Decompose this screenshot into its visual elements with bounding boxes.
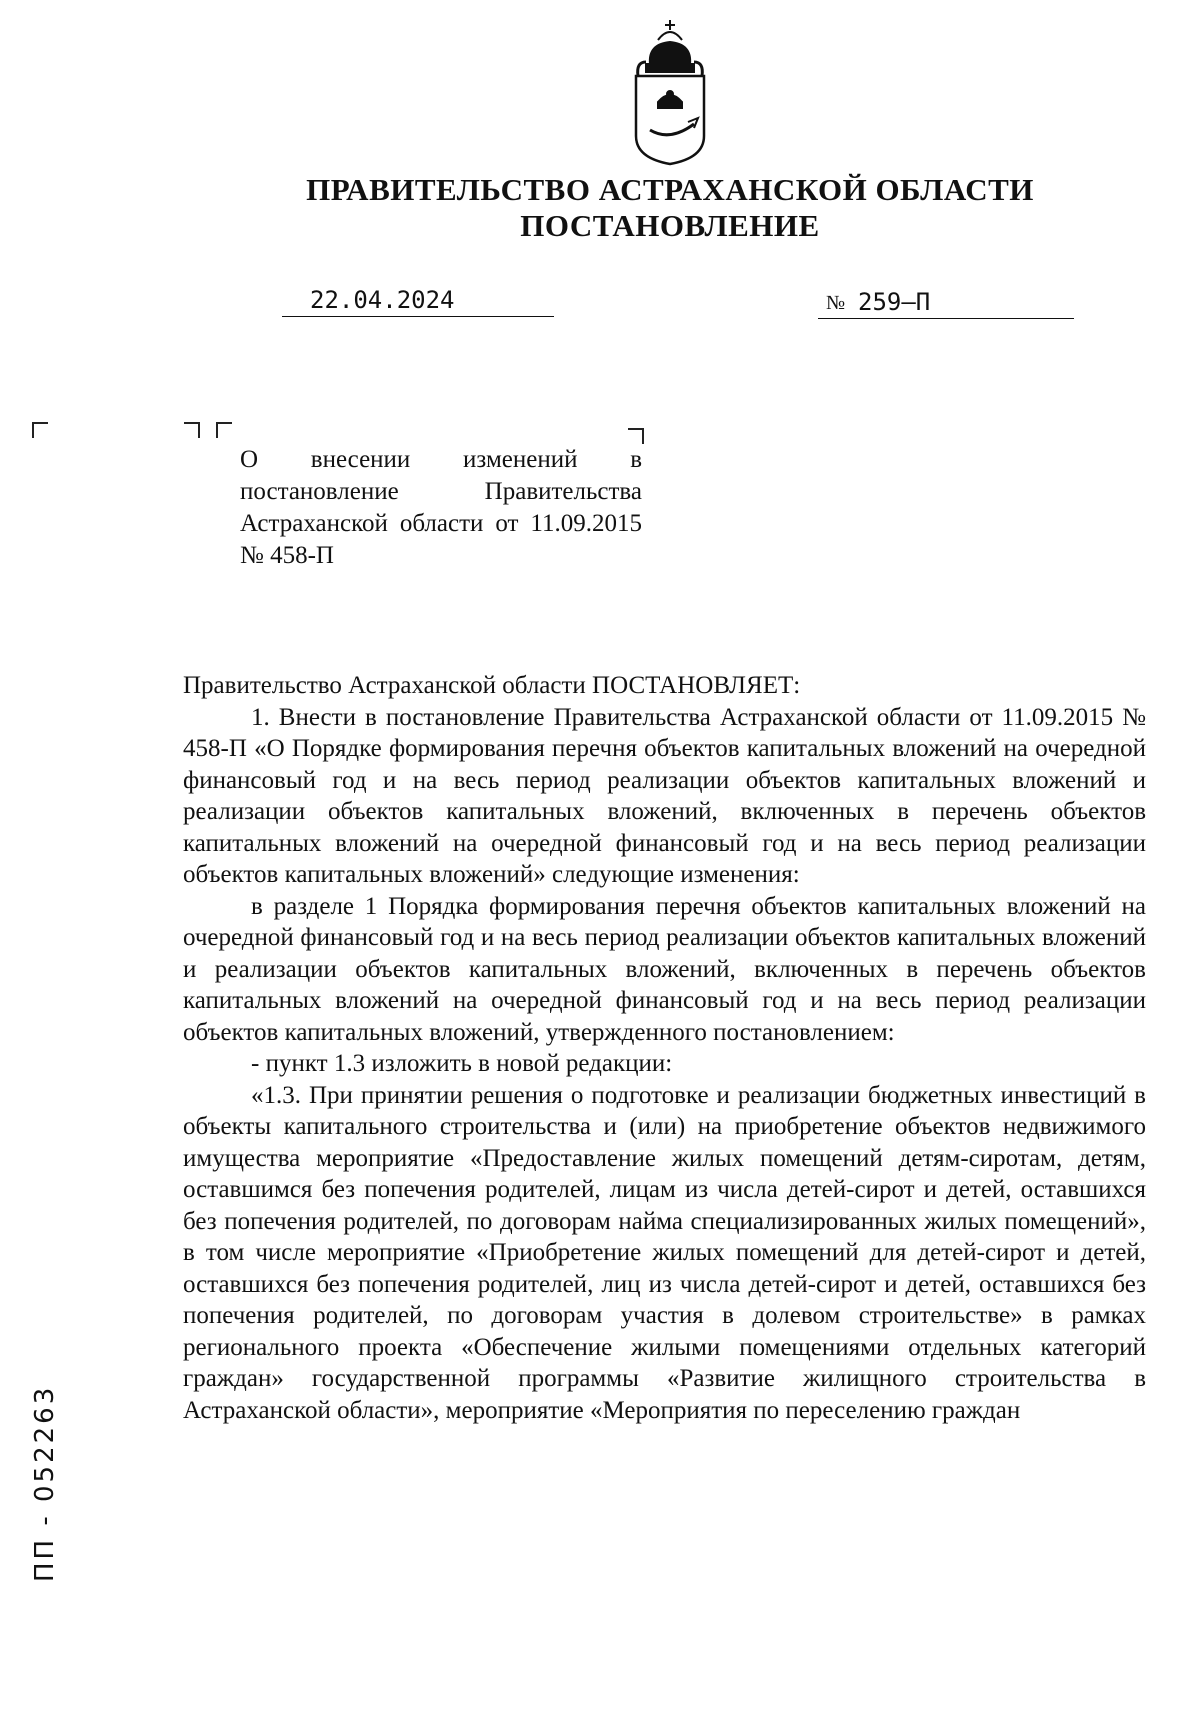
number-sign: № [826, 292, 846, 314]
body-paragraph-4: «1.3. При принятии решения о подготовке и реализации бюджетных инвестиций в объекты капитального строительства и (или) на приобретение объектов недвижимого имущества мероприятие «Предоставление жилых помещений детям-сиротам, детям, оставшимся без попечения родителей, лицам из числа детей-сирот и детей, оставшихся без попечения родителей, по договорам найма специализированных жилых помещений», в том числе мероприятие «Приобретение жилых помещений для детей-сирот и детей, оставшихся без попечения родителей, лиц из числа детей-сирот и детей, оставшихся без попечения родителей, по договорам участия в долевом строительстве» в рамках регионального проекта «Обеспечение жилыми помещениями отдельных категорий граждан» государственной программы «Развитие жилищного строительства в Астраханской области», мероприятие «Мероприятия по переселению граждан [183, 1081, 1146, 1424]
corner-mark-subject-left-b [216, 422, 232, 438]
header-doc-type: ПОСТАНОВЛЕНИЕ [520, 208, 820, 243]
body-paragraph-2: в разделе 1 Порядка формирования перечня объектов капитальных вложений на очередной финансовый год и на весь период реализации объектов капитальных вложений и реализации объектов капитальных вложений, включенных в перечень объектов капитальных вложений на очередной финансовый год и на весь период реализации объектов капитальных вложений, утвержденного постановлением: [183, 892, 1146, 1046]
body-paragraph-3: - пункт 1.3 изложить в новой редакции: [251, 1050, 673, 1077]
body-paragraph-1: 1. Внести в постановление Правительства Астраханской области от 11.09.2015 № 458-П «О Порядке формирования перечня объектов капитальных вложений на очередной финансовый год и на весь период реализации объектов капитальных вложений и реализации объектов капитальных вложений, включенных в перечень объектов капитальных вложений на очередной финансовый год и на весь период реализации объектов капитальных вложений» следующие изменения: [183, 703, 1146, 888]
date-underline [282, 316, 554, 317]
body-intro: Правительство Астраханской области ПОСТАНОВЛЯЕТ: [183, 672, 801, 699]
document-date: 22.04.2024 [310, 286, 455, 314]
corner-mark-subject-left-a [184, 422, 200, 438]
corner-mark-subject-right [628, 428, 644, 444]
document-body [183, 670, 1146, 1426]
header-organization: ПРАВИТЕЛЬСТВО АСТРАХАНСКОЙ ОБЛАСТИ [306, 172, 1034, 207]
number-underline [818, 318, 1074, 319]
document-subject: О внесении изменений в постановление Правительства Астраханской области от 11.09.2015 № 458-П [240, 446, 642, 569]
document-number: 259–П [858, 288, 931, 316]
coat-of-arms-icon [628, 18, 712, 168]
corner-mark-left [32, 422, 48, 438]
side-registration-code: ПП - 052263 [30, 1384, 60, 1582]
